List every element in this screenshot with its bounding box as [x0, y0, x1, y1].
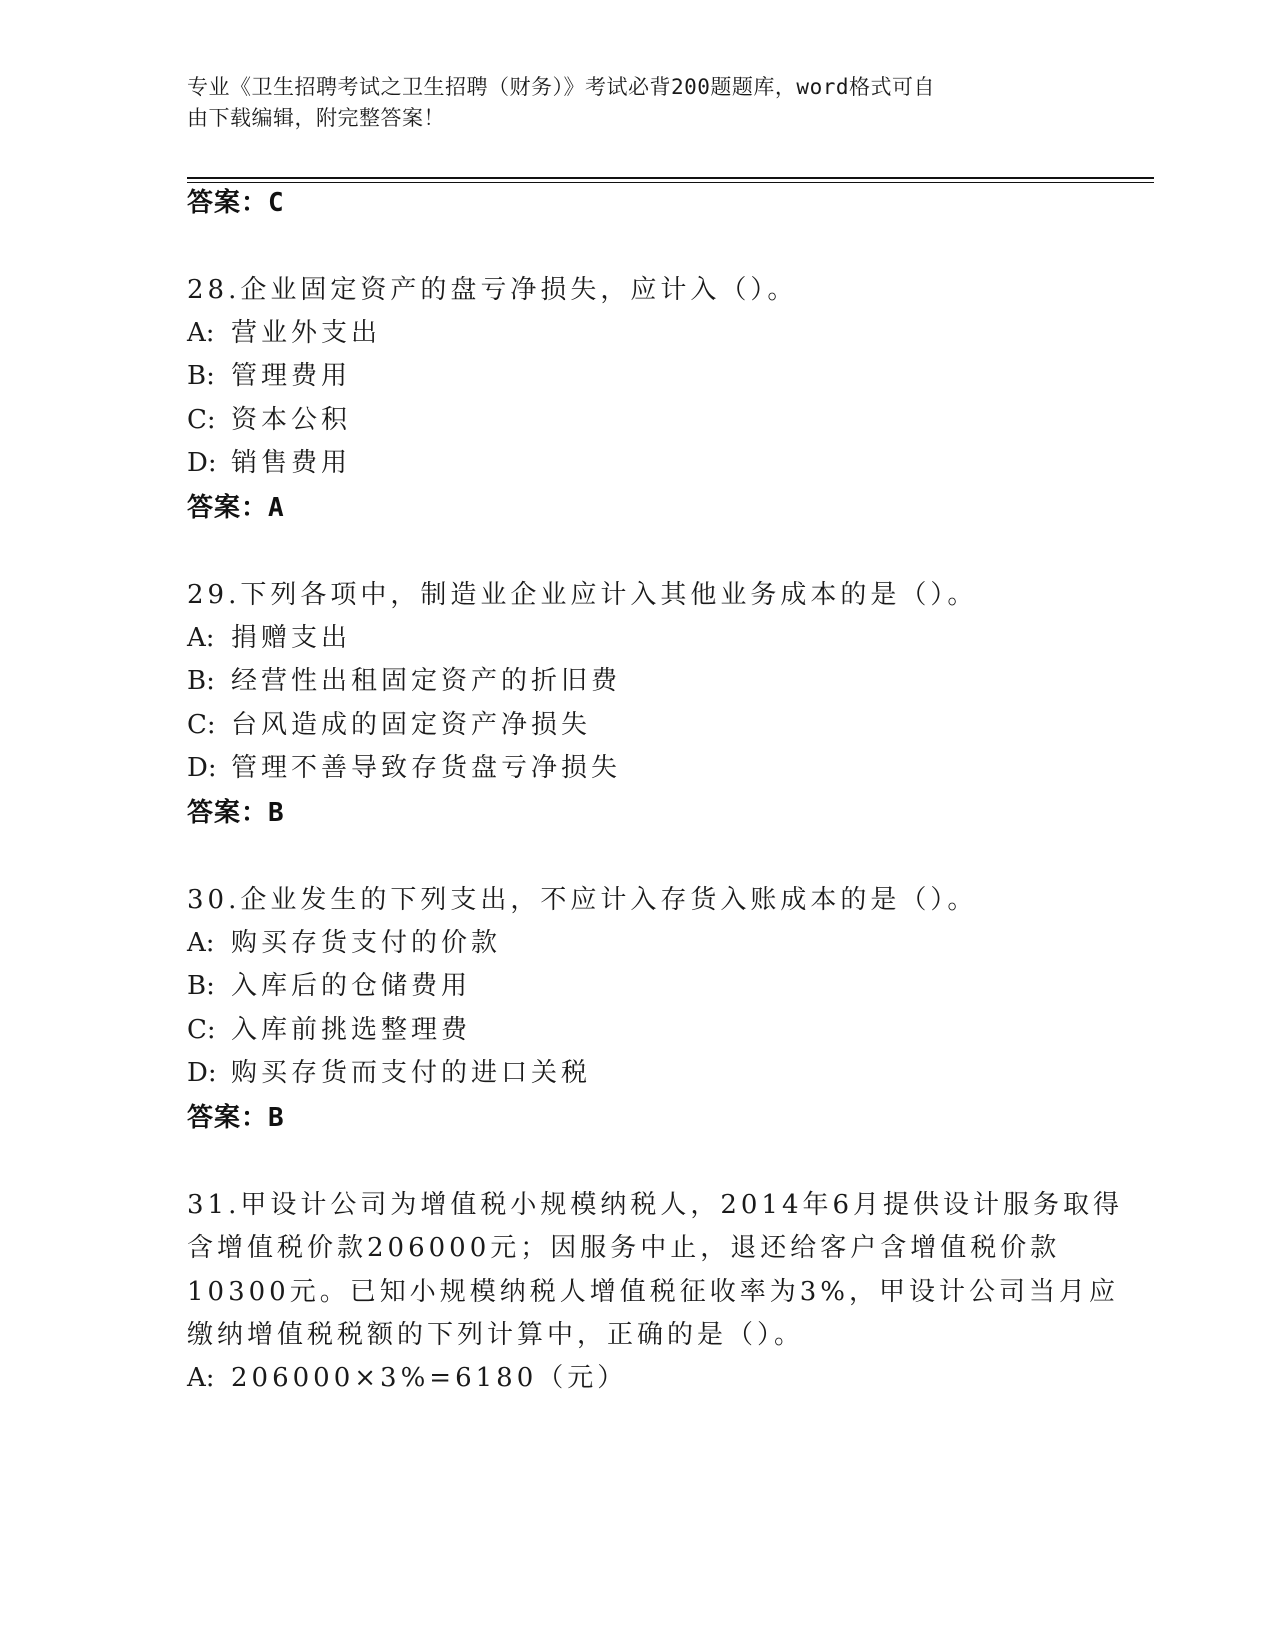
answer-29: 答案：B: [187, 798, 285, 828]
question-29-option-d: [187, 750, 621, 786]
question-28-option-b: [187, 358, 351, 394]
question-30-option-b: [187, 968, 471, 1004]
option-text: 206000×3%=6180（元）: [231, 1363, 628, 1393]
question-31-option-a: [187, 1360, 627, 1396]
option-label: A:: [187, 318, 215, 348]
question-28-text: 28.企业固定资产的盘亏净损失，应计入（）。: [187, 275, 798, 305]
option-text: 经营性出租固定资产的折旧费: [231, 666, 622, 696]
option-label: D:: [187, 448, 217, 478]
question-28-option-d: [187, 445, 351, 481]
option-label: C:: [187, 710, 216, 740]
option-text: 购买存货而支付的进口关税: [231, 1058, 592, 1088]
option-label: D:: [187, 1058, 217, 1088]
question-28-option-a: [187, 315, 381, 351]
option-label: A:: [187, 623, 215, 653]
option-text: 管理不善导致存货盘亏净损失: [231, 753, 622, 783]
question-31-text-line-1: 31.甲设计公司为增值税小规模纳税人，2014年6月提供设计服务取得: [187, 1190, 1124, 1220]
question-30-text: 30.企业发生的下列支出，不应计入存货入账成本的是（）。: [187, 885, 978, 915]
question-31-text-line-3: 10300元。已知小规模纳税人增值税征收率为3%，甲设计公司当月应: [187, 1277, 1119, 1307]
option-label: B:: [187, 361, 215, 391]
option-label: A:: [187, 1363, 215, 1393]
option-text: 捐赠支出: [231, 623, 352, 653]
question-31-text-line-2: 含增值税价款206000元；因服务中止，退还给客户含增值税价款: [187, 1233, 1061, 1263]
option-label: C:: [187, 1015, 216, 1045]
option-text: 购买存货支付的价款: [231, 928, 502, 958]
option-label: C:: [187, 405, 216, 435]
question-30-option-c: [187, 1012, 471, 1048]
question-29-text: 29.下列各项中，制造业企业应计入其他业务成本的是（）。: [187, 580, 978, 610]
header-line-1: 专业《卫生招聘考试之卫生招聘（财务）》考试必背200题题库，word格式可自: [187, 75, 935, 99]
option-text: 营业外支出: [231, 318, 382, 348]
option-label: B:: [187, 971, 215, 1001]
question-29-option-b: [187, 663, 621, 699]
header-divider-thick: [187, 177, 1154, 179]
header-divider-thin: [187, 182, 1154, 183]
question-29-option-a: [187, 620, 351, 656]
option-text: 管理费用: [231, 361, 352, 391]
question-29-option-c: [187, 707, 591, 743]
question-30-option-d: [187, 1055, 591, 1091]
option-text: 台风造成的固定资产净损失: [231, 710, 592, 740]
option-text: 入库前挑选整理费: [231, 1015, 472, 1045]
answer-30: 答案：B: [187, 1103, 285, 1133]
question-30-option-a: [187, 925, 501, 961]
header-line-2: 由下载编辑，附完整答案！: [187, 106, 445, 130]
option-text: 销售费用: [231, 448, 352, 478]
option-text: 入库后的仓储费用: [231, 971, 472, 1001]
question-31-text-line-4: 缴纳增值税税额的下列计算中，正确的是（）。: [187, 1320, 805, 1350]
option-label: B:: [187, 666, 215, 696]
answer-27: 答案：C: [187, 188, 285, 218]
option-text: 资本公积: [231, 405, 352, 435]
answer-28: 答案：A: [187, 493, 285, 523]
question-28-option-c: [187, 402, 351, 438]
option-label: A:: [187, 928, 215, 958]
document-header: [187, 72, 1067, 134]
option-label: D:: [187, 753, 217, 783]
